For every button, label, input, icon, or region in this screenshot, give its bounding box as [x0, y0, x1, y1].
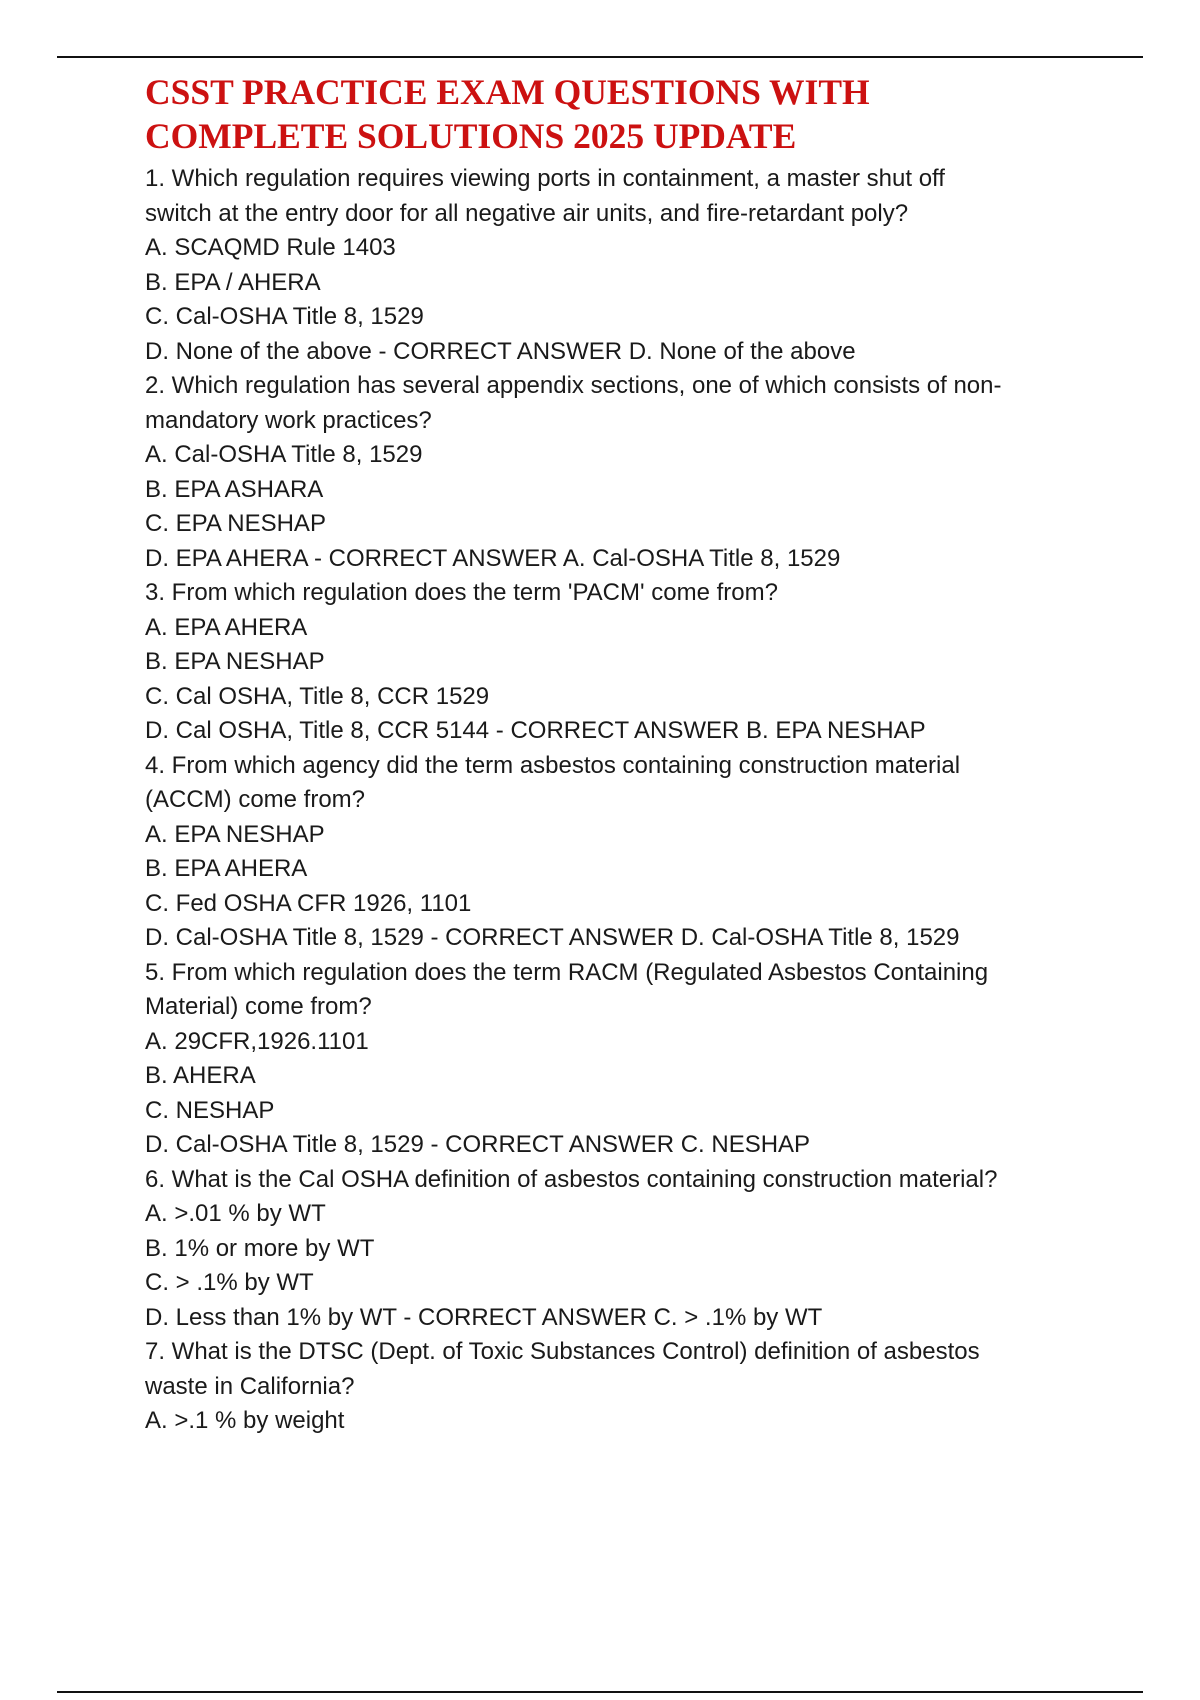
answer-option: C. Cal OSHA, Title 8, CCR 1529: [145, 682, 490, 710]
question-text: 4. From which agency did the term asbestos containing construction material: [145, 751, 961, 779]
question-text: mandatory work practices?: [145, 406, 432, 434]
answer-option-with-correct-answer: D. Cal-OSHA Title 8, 1529 - CORRECT ANSWER D. Cal-OSHA Title 8, 1529: [145, 924, 960, 951]
answer-option: A. >.01 % by WT: [145, 1200, 326, 1227]
question-block: [145, 1163, 1085, 1336]
answer-option: B. EPA ASHARA: [145, 475, 324, 503]
answer-option: A. EPA AHERA: [145, 613, 308, 641]
question-text: 3. From which regulation does the term 'PACM' come from?: [145, 579, 778, 606]
answer-option: C. Fed OSHA CFR 1926, 1101: [145, 889, 472, 917]
question-text: 6. What is the Cal OSHA definition of asbestos containing construction material?: [145, 1165, 998, 1193]
answer-option: A. EPA NESHAP: [145, 820, 325, 848]
document-body: [145, 70, 1085, 1439]
question-text: (ACCM) come from?: [145, 786, 366, 813]
answer-option-with-correct-answer: D. Cal-OSHA Title 8, 1529 - CORRECT ANSWER C. NESHAP: [145, 1131, 811, 1158]
top-rule: [57, 56, 1143, 58]
answer-option: C. > .1% by WT: [145, 1269, 314, 1296]
answer-option: B. AHERA: [145, 1062, 256, 1089]
answer-option-with-correct-answer: D. EPA AHERA - CORRECT ANSWER A. Cal-OSHA Title 8, 1529: [145, 544, 841, 572]
document-title: [145, 70, 1085, 158]
answer-option: B. EPA / AHERA: [145, 268, 321, 296]
answer-option: B. EPA NESHAP: [145, 648, 325, 675]
answer-option: A. 29CFR,1926.1101: [145, 1027, 369, 1055]
question-text: 2. Which regulation has several appendix sections, one of which consists of non-: [145, 372, 1002, 399]
answer-option: A. SCAQMD Rule 1403: [145, 234, 396, 261]
question-block: [145, 749, 1085, 956]
question-list: [145, 162, 1085, 1439]
question-text: 7. What is the DTSC (Dept. of Toxic Substances Control) definition of asbestos: [145, 1338, 980, 1365]
answer-option: C. NESHAP: [145, 1096, 275, 1124]
question-text: 5. From which regulation does the term RACM (Regulated Asbestos Containing: [145, 958, 989, 986]
answer-option: C. EPA NESHAP: [145, 510, 326, 537]
question-text: 1. Which regulation requires viewing ports in containment, a master shut off: [145, 165, 945, 192]
title-line: CSST PRACTICE EXAM QUESTIONS WITH: [145, 72, 870, 112]
answer-option-with-correct-answer: D. Less than 1% by WT - CORRECT ANSWER C. > .1% by WT: [145, 1303, 823, 1331]
title-line: COMPLETE SOLUTIONS 2025 UPDATE: [145, 116, 797, 156]
question-block: [145, 956, 1085, 1163]
question-block: [145, 576, 1085, 749]
question-block: [145, 369, 1085, 576]
question-text: waste in California?: [145, 1372, 355, 1400]
answer-option: A. Cal-OSHA Title 8, 1529: [145, 441, 423, 468]
answer-option-with-correct-answer: D. None of the above - CORRECT ANSWER D. None of the above: [145, 337, 856, 365]
bottom-rule: [57, 1691, 1143, 1693]
answer-option: A. >.1 % by weight: [145, 1407, 345, 1434]
answer-option: C. Cal-OSHA Title 8, 1529: [145, 303, 424, 330]
question-block: [145, 1335, 1085, 1439]
question-block: [145, 162, 1085, 369]
question-text: switch at the entry door for all negative air units, and fire-retardant poly?: [145, 199, 909, 227]
question-text: Material) come from?: [145, 993, 372, 1020]
answer-option: B. 1% or more by WT: [145, 1234, 375, 1262]
answer-option: B. EPA AHERA: [145, 855, 308, 882]
answer-option-with-correct-answer: D. Cal OSHA, Title 8, CCR 5144 - CORRECT ANSWER B. EPA NESHAP: [145, 717, 926, 744]
